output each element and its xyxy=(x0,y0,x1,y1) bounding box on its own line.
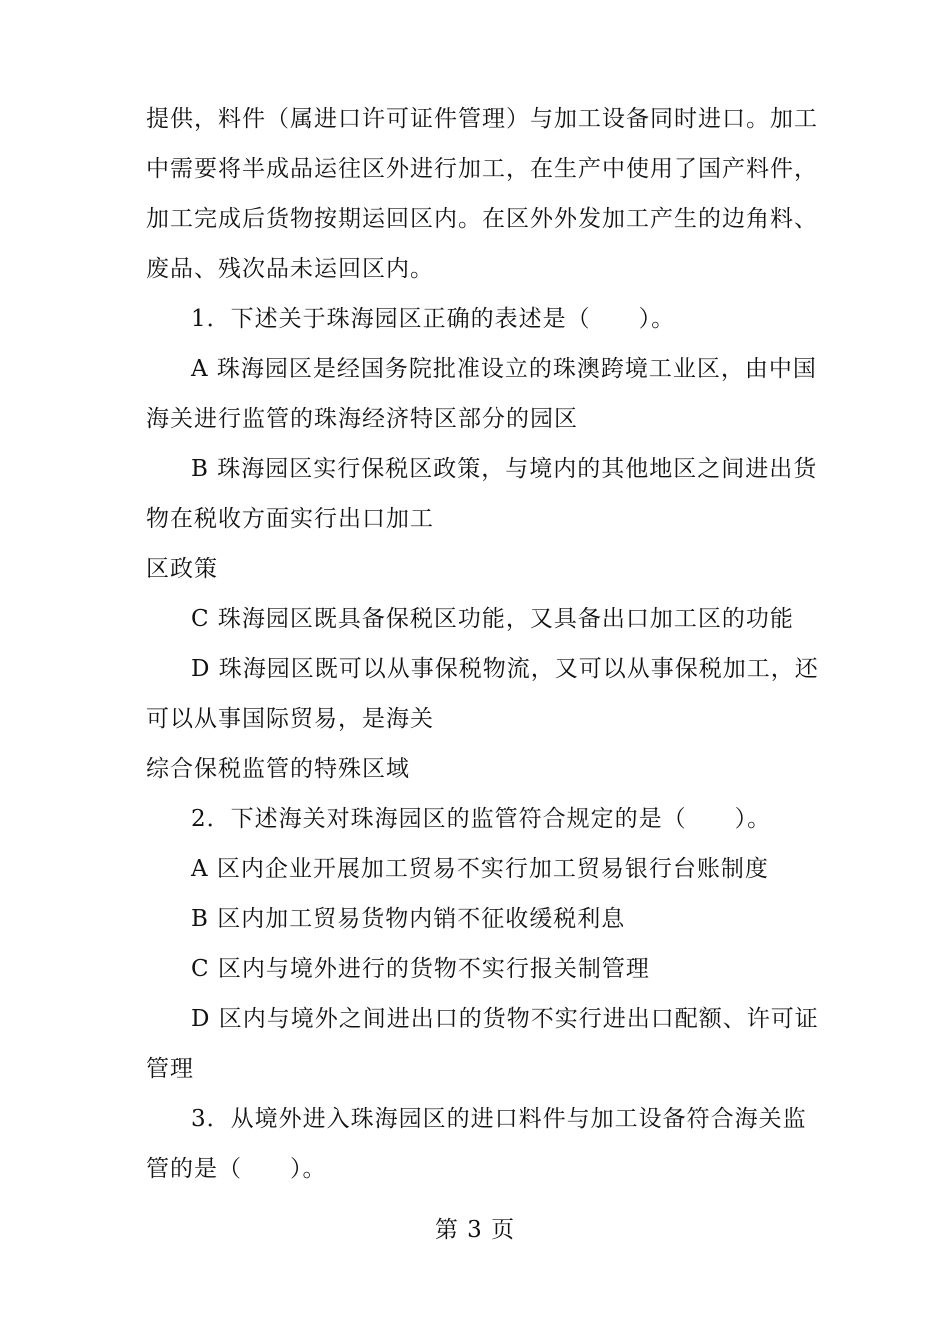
intro-line-2: 中需要将半成品运往区外进行加工，在生产中使用了国产料件， xyxy=(146,156,818,182)
page-number: 第 3 页 xyxy=(434,1217,516,1243)
intro-line-3: 加工完成后货物按期运回区内。在区外外发加工产生的边角料、 xyxy=(146,206,818,232)
question-1-option-a-cont: 海关进行监管的珠海经济特区部分的园区 xyxy=(146,406,578,432)
question-1-option-d-cont-2: 综合保税监管的特殊区域 xyxy=(146,756,410,782)
question-1-option-a: A 珠海园区是经国务院批准设立的珠澳跨境工业区，由中国 xyxy=(191,356,817,382)
question-1-option-d: D 珠海园区既可以从事保税物流，又可以从事保税加工，还 xyxy=(191,656,819,682)
question-1-option-c: C 珠海园区既具备保税区功能，又具备出口加工区的功能 xyxy=(191,606,794,632)
question-2-option-d: D 区内与境外之间进出口的货物不实行进出口配额、许可证 xyxy=(191,1006,819,1032)
question-1-option-b-cont-2: 区政策 xyxy=(146,556,218,582)
intro-line-1: 提供，料件（属进口许可证件管理）与加工设备同时进口。加工 xyxy=(146,106,818,132)
question-2-stem: 2．下述海关对珠海园区的监管符合规定的是（ ）。 xyxy=(191,806,772,832)
intro-line-4: 废品、残次品未运回区内。 xyxy=(146,256,434,282)
question-1-option-b: B 珠海园区实行保税区政策，与境内的其他地区之间进出货 xyxy=(191,456,818,482)
question-1-option-d-cont: 可以从事国际贸易，是海关 xyxy=(146,706,434,732)
question-2-option-c: C 区内与境外进行的货物不实行报关制管理 xyxy=(191,956,650,982)
question-2-option-d-cont: 管理 xyxy=(146,1056,194,1082)
question-2-option-a: A 区内企业开展加工贸易不实行加工贸易银行台账制度 xyxy=(191,856,769,882)
question-3-stem-cont: 管的是（ ）。 xyxy=(146,1156,327,1182)
question-3-stem: 3．从境外进入珠海园区的进口料件与加工设备符合海关监 xyxy=(191,1106,807,1132)
question-2-option-b: B 区内加工贸易货物内销不征收缓税利息 xyxy=(191,906,626,932)
question-1-stem: 1．下述关于珠海园区正确的表述是（ ）。 xyxy=(191,306,676,332)
question-1-option-b-cont: 物在税收方面实行出口加工 xyxy=(146,506,434,532)
